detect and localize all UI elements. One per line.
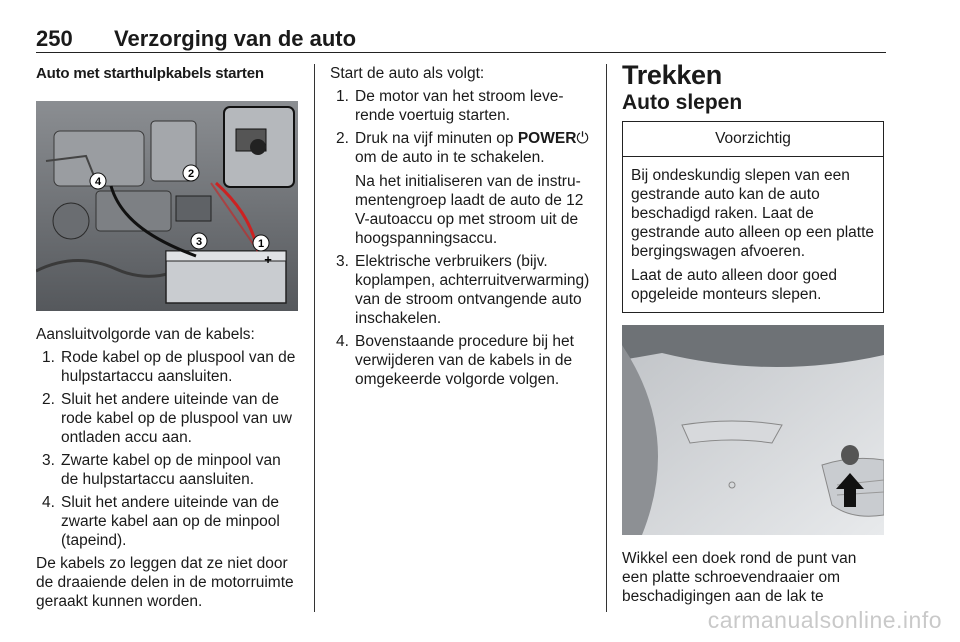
list-item: 1. Rode kabel op de pluspool van de hulpstartaccu aansluiten.	[42, 349, 296, 385]
plus-terminal-label: +	[264, 252, 272, 267]
engine-bay-illustration	[36, 101, 298, 311]
step-note: Na het initialiseren van de instrumentengroep laadt de auto de 12 V-autoaccu op met stroom uit de hoogspanningsaccu.	[355, 173, 584, 247]
front-bumper-illustration	[622, 325, 884, 535]
connection-order-intro: Aansluitvolgorde van de kabels:	[36, 326, 255, 343]
connection-steps	[36, 348, 301, 550]
list-item: 2. Druk na vijf minuten op POWER⏻ om de auto in te schakelen. Na het initialiseren van de instrumentengroep laadt de auto de 12 V-autoaccu op met stroom uit de hoogspanningsaccu.	[330, 129, 595, 248]
page-header	[36, 26, 886, 53]
page-number: 250	[36, 26, 73, 51]
chapter-title: Verzorging van de auto	[114, 26, 357, 51]
list-item: 1. De motor van het stroom leverende voertuig starten.	[336, 88, 564, 124]
front-bumper-drawing	[622, 325, 884, 535]
list-item: 3. Elektrische verbruikers (bijv. koplampen, achterruitverwarming) van de stroom ontvangende auto inschakelen.	[336, 253, 590, 327]
caution-text: Bij ondeskundig slepen van een gestrande auto kan de auto beschadigd raken. Laat de gestrande auto alleen op een platte bergingswagen afvoeren.	[631, 167, 875, 260]
cable-routing-note: De kabels zo leggen dat ze niet door de draaiende delen in de motorruimte geraakt kunnen worden.	[36, 555, 294, 610]
section-title-towing: Trekken	[622, 60, 722, 90]
figure-label-4: 4	[94, 176, 102, 188]
list-item: 2. Sluit het andere uiteinde van de rode kabel op de pluspool van uw ontladen accu aan.	[42, 391, 292, 446]
power-icon: ⏻	[576, 130, 589, 147]
engine-bay-drawing	[36, 101, 298, 311]
caution-title: Voorzichtig	[623, 122, 883, 157]
figure-label-2: 2	[187, 168, 195, 180]
column-jump-start	[36, 64, 301, 611]
column-divider-1	[314, 64, 315, 612]
watermark: carmanualsonline.info	[707, 607, 942, 633]
caution-box	[622, 121, 884, 313]
list-item: 4. Bovenstaande procedure bij het verwijderen van de kabels in de omgekeerde volgorde volgen.	[336, 333, 574, 388]
figure-label-3: 3	[195, 236, 203, 248]
start-steps	[330, 87, 595, 389]
column-start-procedure	[330, 64, 595, 393]
figure-label-1: 1	[257, 238, 265, 250]
caution-text: Laat de auto alleen door goed opgeleide monteurs slepen.	[631, 267, 837, 303]
column-towing	[622, 60, 886, 606]
start-procedure-intro: Start de auto als volgt:	[330, 65, 485, 82]
power-button-label: POWER	[517, 130, 577, 147]
list-item: 4. Sluit het andere uiteinde van de zwarte kabel aan op de minpool (tapeind).	[42, 494, 280, 549]
subsection-title-towing: Auto slepen	[622, 91, 743, 114]
section-heading-jump-start: Auto met starthulpkabels starten	[36, 65, 264, 82]
column-divider-2	[606, 64, 607, 612]
towing-instruction: Wikkel een doek rond de punt van een platte schroevendraaier om beschadigingen aan de lak te	[622, 550, 857, 605]
list-item: 3. Zwarte kabel op de minpool van de hulpstartaccu aansluiten.	[42, 452, 281, 488]
